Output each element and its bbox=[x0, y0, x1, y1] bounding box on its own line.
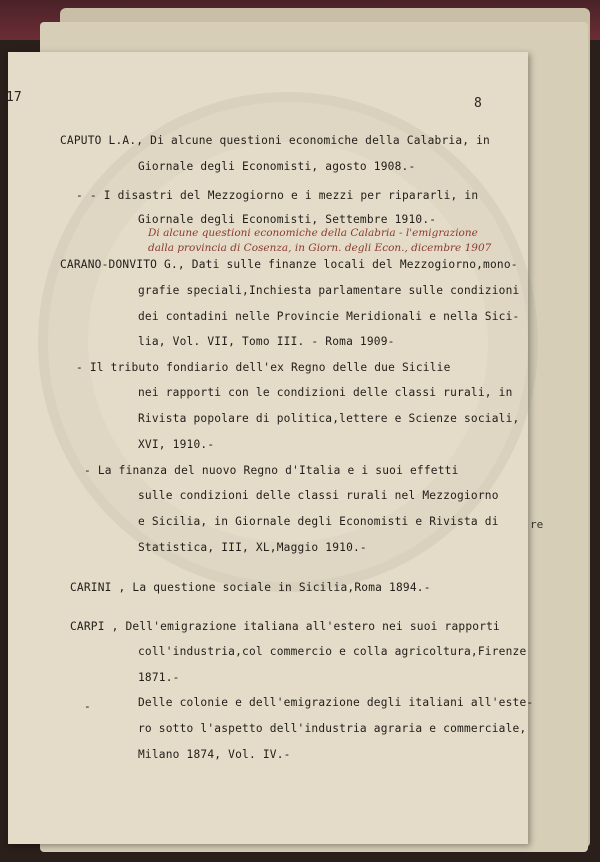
text-line: - bbox=[84, 700, 91, 713]
text-line: nei rapporti con le condizioni delle classi rurali, in bbox=[138, 386, 513, 399]
text-line: Giornale degli Economisti, Settembre 1910.- bbox=[138, 213, 437, 226]
text-line: e Sicilia, in Giornale degli Economisti e Rivista di bbox=[138, 515, 499, 528]
text-line: CAPUTO L.A., Di alcune questioni economiche della Calabria, in bbox=[60, 134, 490, 147]
corner-page-number: 17 bbox=[6, 90, 22, 105]
text-line: - Il tributo fondiario dell'ex Regno delle due Sicilie bbox=[76, 361, 451, 374]
text-line: coll'industria,col commercio e colla agricoltura,Firenze bbox=[138, 645, 527, 658]
text-line: ro sotto l'aspetto dell'industria agraria e commerciale, bbox=[138, 722, 527, 735]
text-line: Rivista popolare di politica,lettere e Scienze sociali, bbox=[138, 412, 520, 425]
handwritten-note: Di alcune questioni economiche della Calabria - l'emigrazione bbox=[148, 227, 478, 239]
document-page bbox=[6, 52, 534, 844]
text-line: grafie speciali,Inchiesta parlamentare sulle condizioni bbox=[138, 284, 520, 297]
text-line: - La finanza del nuovo Regno d'Italia e i suoi effetti bbox=[84, 464, 459, 477]
text-line: sulle condizioni delle classi rurali nel Mezzogiorno bbox=[138, 489, 499, 502]
handwritten-note: dalla provincia di Cosenza, in Giorn. degli Econ., dicembre 1907 bbox=[148, 242, 492, 254]
text-line: CARANO-DONVITO G., Dati sulle finanze locali del Mezzogiorno,mono- bbox=[60, 258, 518, 271]
text-line: Milano 1874, Vol. IV.- bbox=[138, 748, 291, 761]
text-line: CARINI , La questione sociale in Sicilia,Roma 1894.- bbox=[70, 581, 431, 594]
edge-text: re bbox=[530, 518, 544, 531]
text-line: Statistica, III, XL,Maggio 1910.- bbox=[138, 541, 367, 554]
text-line: 1871.- bbox=[138, 671, 180, 684]
text-line: Giornale degli Economisti, agosto 1908.- bbox=[138, 160, 416, 173]
text-line: dei contadini nelle Provincie Meridionali e nella Sici- bbox=[138, 310, 520, 323]
text-line: lia, Vol. VII, Tomo III. - Roma 1909- bbox=[138, 335, 395, 348]
text-line: CARPI , Dell'emigrazione italiana all'estero nei suoi rapporti bbox=[70, 620, 500, 633]
text-line: XVI, 1910.- bbox=[138, 438, 215, 451]
text-line: Delle colonie e dell'emigrazione degli italiani all'este- bbox=[138, 696, 534, 709]
text-line: - - I disastri del Mezzogiorno e i mezzi per ripararli, in bbox=[76, 189, 479, 202]
header-page-number: 8 bbox=[474, 96, 482, 111]
